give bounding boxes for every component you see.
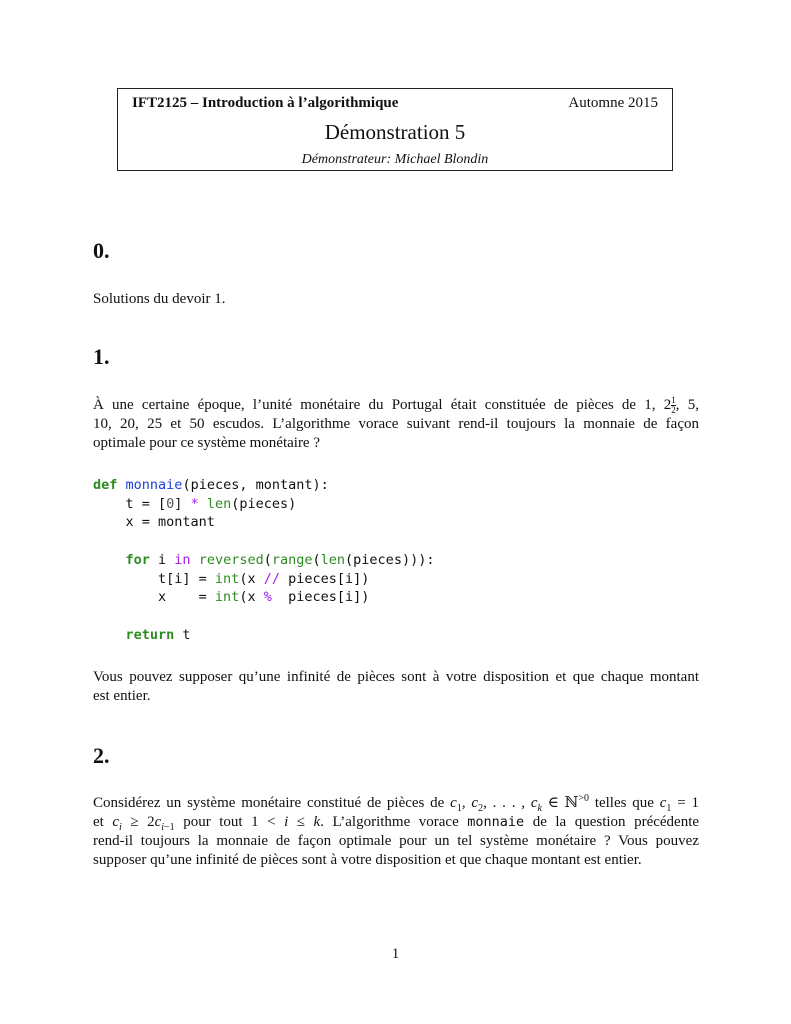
course-title: IFT2125 – Introduction à l’algorithmique [132, 95, 399, 111]
code-line: x = int(x % pieces[i]) [93, 589, 370, 606]
section-2-question [93, 794, 699, 870]
code-line: return t [125, 626, 191, 643]
section-2-line-2: et $c_i \ge 2c_{i-1}$ pour tout 1 < i ≤ k. L’algorithme vorace monnaie de la question précédente [93, 814, 700, 833]
section-2-line-1: Considérez un système monétaire constitué de pièces de $c_1$, $c_2$, . . . , $c_k$ ∈ ℕ$^{>0}$ telles que $c_1 = 1$ [93, 793, 699, 814]
section-1-line-3: optimale pour ce système monétaire ? [93, 435, 320, 452]
code-line: def monnaie(pieces, montant): [93, 477, 329, 493]
section-1-line-2: 10, 20, 25 et 50 escudos. L’algorithme vorace suivant rend-il toujours la monnaie de façon [93, 416, 699, 433]
course-header-box [117, 88, 673, 171]
code-line: x = montant [93, 514, 215, 531]
code-line: for i in reversed(range(len(pieces))): [125, 551, 435, 568]
section-2-line-4: supposer qu’une infinité de pièces sont à votre disposition et que chaque montant est entier. [93, 852, 642, 868]
code-block [93, 476, 434, 644]
section-1-line-1: À une certaine époque, l’unité monétaire du Portugal était constituée de pièces de 1, 2 $\frac{1}{2}$ , 5, [93, 395, 700, 416]
section-2-line-3: rend-il toujours la monnaie de façon optimale pour un tel système monétaire ? Vous pouvez [93, 833, 699, 849]
section-1-number: 1. [93, 344, 110, 369]
page-number: 1 [391, 946, 400, 962]
section-1-note: Vous pouvez supposer qu’une infinité de pièces sont à votre disposition et que chaque montant est entier. [93, 669, 699, 704]
code-line: t[i] = int(x // pieces[i]) [93, 570, 370, 587]
section-0-number: 0. [93, 238, 110, 263]
section-0-text: Solutions du devoir 1. [93, 291, 226, 307]
term-label: Automne 2015 [568, 95, 658, 111]
fraction-one-half: $\frac{1}{2}$ [671, 395, 676, 416]
demonstrator-label: Démonstrateur: Michael Blondin [301, 152, 489, 167]
page-title: Démonstration 5 [324, 120, 466, 144]
section-2-number: 2. [93, 743, 110, 768]
section-1-question [93, 396, 699, 453]
code-line: t = [0] * len(pieces) [93, 495, 297, 512]
